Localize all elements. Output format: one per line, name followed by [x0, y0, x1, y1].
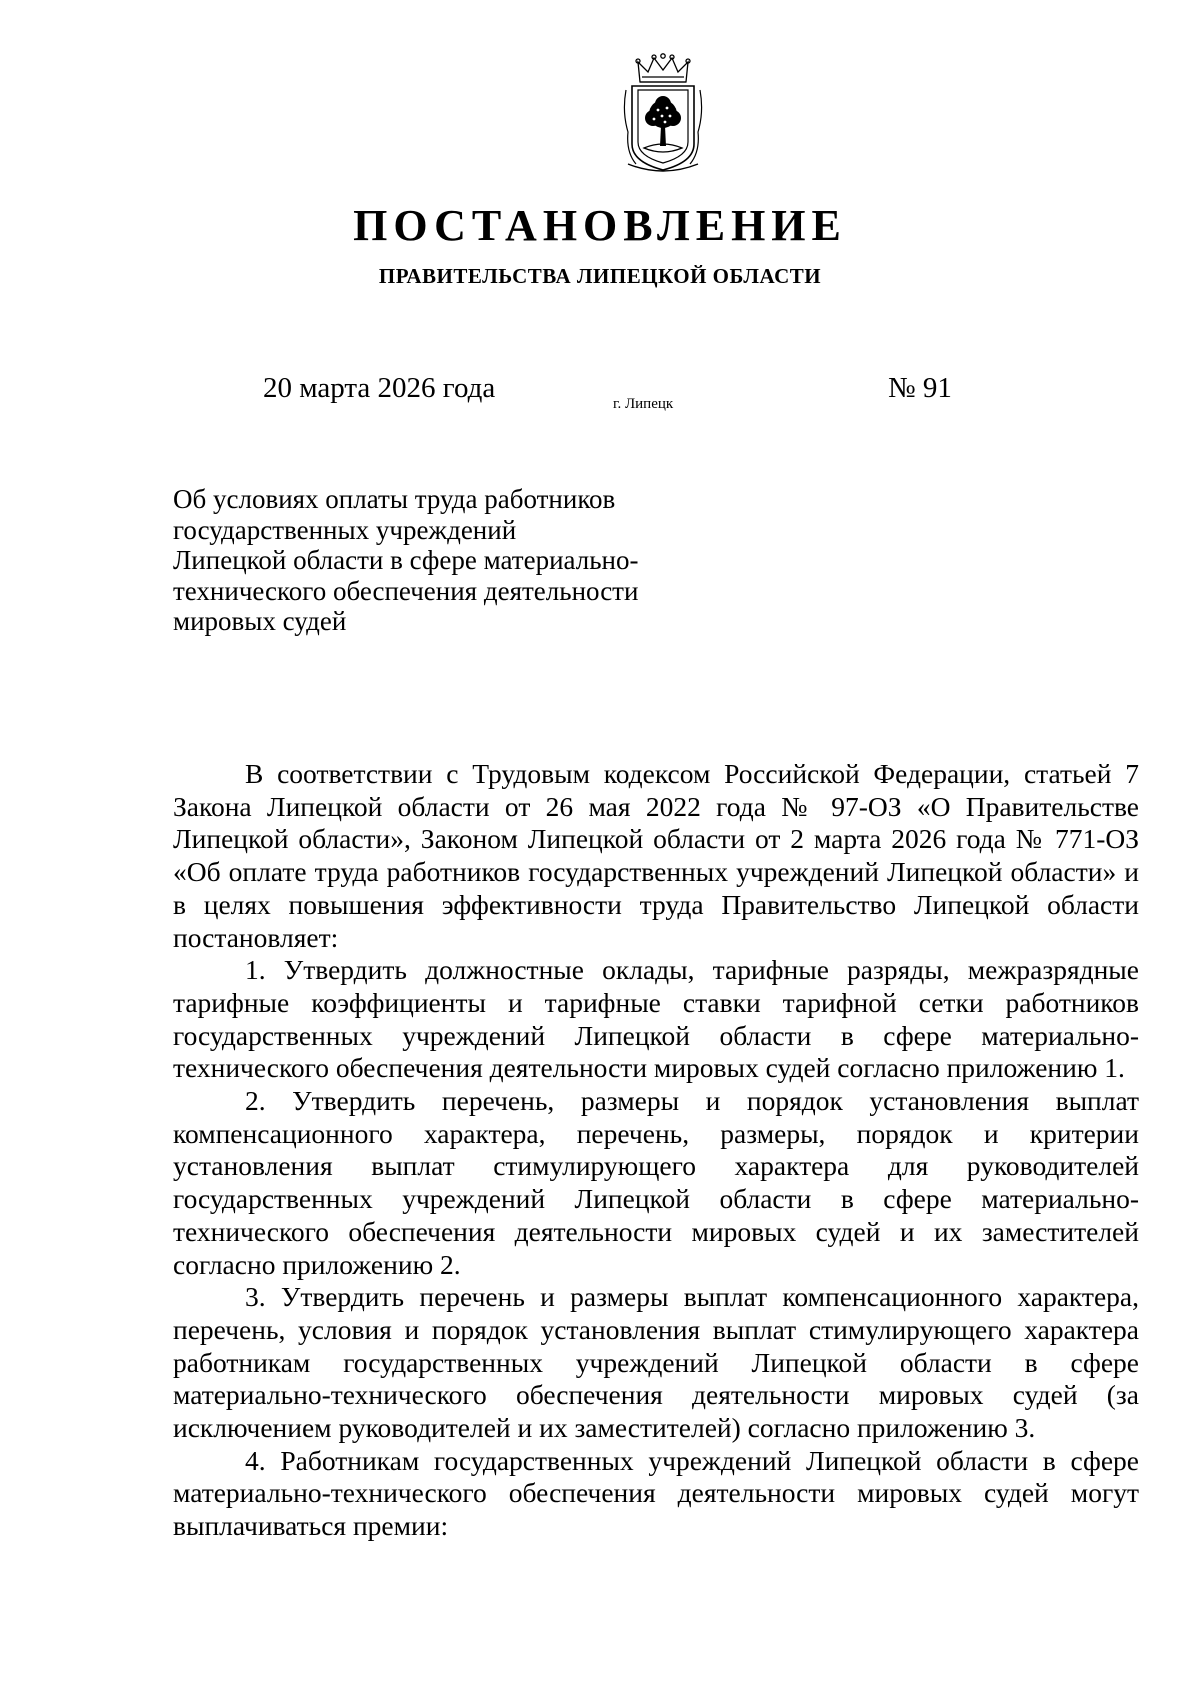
body-paragraph-preamble: В соответствии с Трудовым кодексом Российской Федерации, статьей 7 Закона Липецкой области от 26 мая 2022 года № 97-ОЗ «О Правительстве Липецкой области», Законом Липецкой области от 2 марта 2026 года № 771-ОЗ «Об оплате труда работников государственных учреждений Липецкой области» и в целях повышения эффективности труда Правительство Липецкой области постановляет:: [173, 758, 1139, 953]
subject-line: Липецкой области в сфере материально-: [173, 545, 639, 575]
body-paragraph-1: 1. Утвердить должностные оклады, тарифные разряды, межразрядные тарифные коэффициенты и тарифные ставки тарифной сетки работников государственных учреждений Липецкой области в сфере материально-технического обеспечения деятельности мировых судей согласно приложению 1.: [173, 954, 1139, 1084]
body-paragraph-3: 3. Утвердить перечень и размеры выплат компенсационного характера, перечень, условия и порядок установления выплат стимулирующего характера работникам государственных учреждений Липецкой области в сфере материально-технического обеспечения деятельности мировых судей (за исключением руководителей и их заместителей) согласно приложению 3.: [173, 1281, 1139, 1444]
document-city: г. Липецк: [613, 396, 674, 412]
body-paragraph-2: 2. Утвердить перечень, размеры и порядок установления выплат компенсационного характера, перечень, размеры, порядок и критерии установления выплат стимулирующего характера для руководителей государственных учреждений Липецкой области в сфере материально-технического обеспечения деятельности мировых судей и их заместителей согласно приложению 2.: [173, 1085, 1139, 1280]
document-subject: [173, 484, 693, 637]
document-title: ПОСТАНОВЛЕНИЕ: [353, 201, 847, 250]
document-number: № 91: [888, 372, 952, 404]
document-date: 20 марта 2026 года: [263, 372, 496, 404]
subject-line: технического обеспечения деятельности: [173, 575, 639, 606]
coat-of-arms-lipetsk-icon: [620, 52, 706, 176]
document-body: [173, 758, 1139, 1543]
body-paragraph-4: 4. Работникам государственных учреждений Липецкой области в сфере материально-технического обеспечения деятельности мировых судей могут выплачиваться премии:: [173, 1444, 1139, 1542]
subject-line: Об условиях оплаты труда работников: [173, 484, 616, 514]
subject-line: государственных учреждений: [173, 514, 517, 545]
subject-line: мировых судей: [173, 606, 347, 636]
document-issuer: ПРАВИТЕЛЬСТВА ЛИПЕЦКОЙ ОБЛАСТИ: [378, 264, 822, 288]
